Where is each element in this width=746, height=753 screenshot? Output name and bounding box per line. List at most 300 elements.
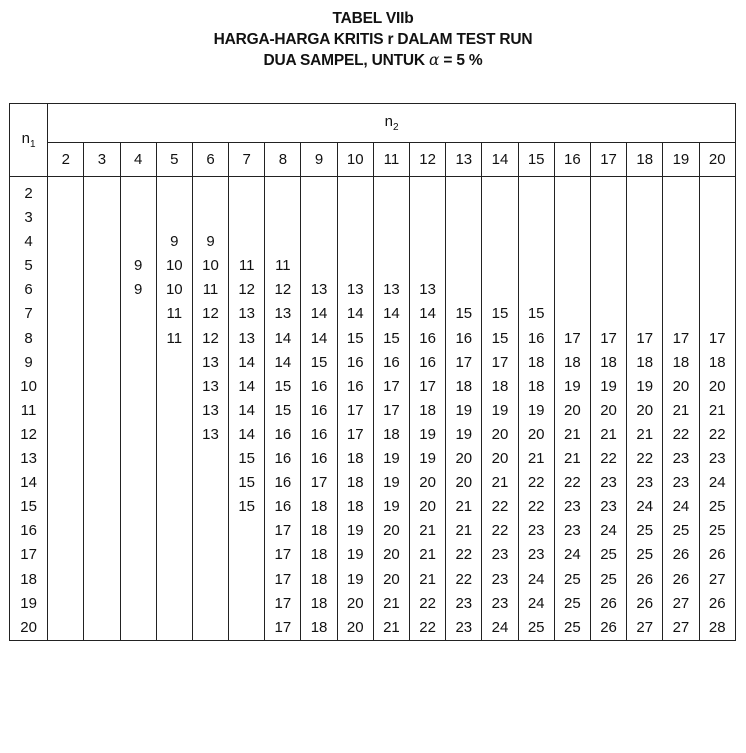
table-cell: 14 bbox=[265, 351, 301, 375]
table-cell bbox=[192, 568, 228, 592]
table-cell bbox=[192, 206, 228, 230]
table-cell bbox=[48, 278, 84, 302]
table-cell bbox=[48, 616, 84, 641]
table-cell: 18 bbox=[337, 471, 373, 495]
table-cell bbox=[84, 471, 120, 495]
table-cell: 26 bbox=[590, 616, 626, 641]
table-cell: 9 bbox=[192, 230, 228, 254]
table-cell: 21 bbox=[663, 399, 699, 423]
table-cell bbox=[410, 230, 446, 254]
table-cell bbox=[265, 177, 301, 207]
table-cell bbox=[446, 177, 482, 207]
table-cell bbox=[446, 278, 482, 302]
table-cell: 16 bbox=[410, 351, 446, 375]
table-cell: 24 bbox=[590, 519, 626, 543]
table-cell bbox=[627, 177, 663, 207]
table-cell: 18 bbox=[482, 375, 518, 399]
table-cell: 15 bbox=[446, 302, 482, 326]
table-cell bbox=[120, 327, 156, 351]
table-cell: 13 bbox=[192, 399, 228, 423]
table-cell bbox=[699, 302, 735, 326]
table-cell: 24 bbox=[518, 568, 554, 592]
table-cell bbox=[373, 177, 409, 207]
table-cell bbox=[627, 230, 663, 254]
table-cell bbox=[120, 592, 156, 616]
table-cell bbox=[192, 471, 228, 495]
table-cell: 21 bbox=[518, 447, 554, 471]
table-cell bbox=[84, 543, 120, 567]
table-cell: 23 bbox=[482, 568, 518, 592]
table-cell bbox=[554, 254, 590, 278]
table-cell bbox=[48, 568, 84, 592]
table-cell bbox=[84, 592, 120, 616]
table-cell bbox=[590, 278, 626, 302]
table-cell: 17 bbox=[699, 327, 735, 351]
table-cell: 22 bbox=[482, 495, 518, 519]
table-cell: 21 bbox=[627, 423, 663, 447]
table-cell: 22 bbox=[554, 471, 590, 495]
table-cell bbox=[48, 254, 84, 278]
table-cell bbox=[48, 399, 84, 423]
table-cell: 22 bbox=[410, 592, 446, 616]
table-cell: 18 bbox=[301, 543, 337, 567]
table-cell: 19 bbox=[337, 568, 373, 592]
row-label: 2 bbox=[10, 177, 48, 207]
table-cell: 22 bbox=[663, 423, 699, 447]
table-cell: 10 bbox=[192, 254, 228, 278]
table-cell bbox=[156, 447, 192, 471]
table-cell bbox=[192, 616, 228, 641]
row-label: 12 bbox=[10, 423, 48, 447]
table-cell: 16 bbox=[410, 327, 446, 351]
table-cell bbox=[120, 471, 156, 495]
table-cell: 21 bbox=[699, 399, 735, 423]
table-cell bbox=[229, 206, 265, 230]
table-cell: 21 bbox=[446, 519, 482, 543]
column-header: 13 bbox=[446, 143, 482, 177]
column-header: 19 bbox=[663, 143, 699, 177]
table-cell bbox=[120, 206, 156, 230]
table-cell: 20 bbox=[699, 375, 735, 399]
table-cell: 19 bbox=[590, 375, 626, 399]
table-cell: 20 bbox=[373, 543, 409, 567]
table-cell bbox=[48, 230, 84, 254]
table-cell bbox=[518, 206, 554, 230]
table-cell bbox=[482, 230, 518, 254]
table-cell: 20 bbox=[337, 616, 373, 641]
table-cell bbox=[482, 177, 518, 207]
table-row bbox=[10, 592, 736, 616]
row-label: 5 bbox=[10, 254, 48, 278]
table-cell: 26 bbox=[627, 592, 663, 616]
table-cell: 22 bbox=[410, 616, 446, 641]
table-cell: 13 bbox=[301, 278, 337, 302]
column-header: 7 bbox=[229, 143, 265, 177]
table-cell: 17 bbox=[446, 351, 482, 375]
table-cell: 22 bbox=[699, 423, 735, 447]
table-cell: 15 bbox=[229, 471, 265, 495]
table-cell bbox=[482, 278, 518, 302]
table-cell bbox=[337, 177, 373, 207]
column-header: 12 bbox=[410, 143, 446, 177]
table-cell bbox=[120, 177, 156, 207]
table-cell bbox=[48, 206, 84, 230]
table-cell bbox=[229, 616, 265, 641]
table-cell bbox=[554, 302, 590, 326]
table-cell: 27 bbox=[663, 616, 699, 641]
table-cell bbox=[229, 177, 265, 207]
table-cell: 28 bbox=[699, 616, 735, 641]
row-variable-header: $n_1$ bbox=[10, 104, 48, 177]
table-cell: 19 bbox=[627, 375, 663, 399]
table-cell: 17 bbox=[410, 375, 446, 399]
table-cell: 14 bbox=[229, 351, 265, 375]
table-cell: 22 bbox=[446, 568, 482, 592]
table-cell: 17 bbox=[373, 399, 409, 423]
table-row bbox=[10, 423, 736, 447]
table-cell bbox=[156, 543, 192, 567]
table-cell: 17 bbox=[554, 327, 590, 351]
table-cell bbox=[120, 423, 156, 447]
table-row bbox=[10, 399, 736, 423]
table-title: HARGA-HARGA KRITIS r DALAM TEST RUN bbox=[213, 31, 533, 48]
table-subtitle bbox=[0, 50, 746, 71]
table-cell: 10 bbox=[156, 254, 192, 278]
critical-values-table bbox=[9, 103, 736, 641]
table-cell: 13 bbox=[373, 278, 409, 302]
table-cell: 26 bbox=[627, 568, 663, 592]
table-cell: 20 bbox=[482, 447, 518, 471]
table-cell: 16 bbox=[265, 495, 301, 519]
table-cell: 14 bbox=[229, 375, 265, 399]
table-cell bbox=[554, 278, 590, 302]
table-cell: 25 bbox=[590, 568, 626, 592]
table-cell: 16 bbox=[446, 327, 482, 351]
table-cell: 21 bbox=[373, 616, 409, 641]
table-cell: 15 bbox=[518, 302, 554, 326]
column-header: 20 bbox=[699, 143, 735, 177]
table-cell bbox=[48, 351, 84, 375]
table-cell bbox=[120, 302, 156, 326]
table-cell bbox=[590, 254, 626, 278]
table-cell: 24 bbox=[663, 495, 699, 519]
table-cell: 25 bbox=[663, 519, 699, 543]
table-cell: 17 bbox=[482, 351, 518, 375]
table-cell bbox=[120, 230, 156, 254]
table-cell bbox=[229, 230, 265, 254]
table-cell bbox=[84, 375, 120, 399]
table-cell: 19 bbox=[373, 495, 409, 519]
table-cell bbox=[156, 206, 192, 230]
table-cell: 23 bbox=[590, 495, 626, 519]
table-cell bbox=[156, 375, 192, 399]
table-cell: 24 bbox=[482, 616, 518, 641]
table-cell: 21 bbox=[590, 423, 626, 447]
table-cell: 20 bbox=[663, 375, 699, 399]
table-cell: 17 bbox=[337, 423, 373, 447]
table-cell bbox=[84, 399, 120, 423]
table-cell bbox=[84, 206, 120, 230]
table-row bbox=[10, 351, 736, 375]
column-header: 16 bbox=[554, 143, 590, 177]
table-cell: 11 bbox=[156, 327, 192, 351]
table-cell: 13 bbox=[192, 423, 228, 447]
table-cell bbox=[120, 568, 156, 592]
column-header: 9 bbox=[301, 143, 337, 177]
column-header: 8 bbox=[265, 143, 301, 177]
table-cell: 11 bbox=[229, 254, 265, 278]
table-cell: 19 bbox=[518, 399, 554, 423]
table-cell: 9 bbox=[120, 254, 156, 278]
table-cell: 19 bbox=[554, 375, 590, 399]
table-cell bbox=[84, 568, 120, 592]
table-cell: 14 bbox=[301, 327, 337, 351]
table-cell bbox=[627, 254, 663, 278]
table-cell: 16 bbox=[373, 351, 409, 375]
table-cell bbox=[156, 616, 192, 641]
table-cell: 9 bbox=[120, 278, 156, 302]
column-header: 11 bbox=[373, 143, 409, 177]
table-row bbox=[10, 254, 736, 278]
table-cell bbox=[84, 254, 120, 278]
table-cell: 26 bbox=[699, 592, 735, 616]
table-cell: 20 bbox=[373, 519, 409, 543]
table-cell: 17 bbox=[663, 327, 699, 351]
table-cell: 18 bbox=[590, 351, 626, 375]
table-cell bbox=[84, 447, 120, 471]
table-cell: 23 bbox=[590, 471, 626, 495]
table-cell: 26 bbox=[699, 543, 735, 567]
table-cell: 18 bbox=[663, 351, 699, 375]
table-cell: 17 bbox=[337, 399, 373, 423]
table-cell: 18 bbox=[410, 399, 446, 423]
table-cell: 15 bbox=[229, 447, 265, 471]
table-cell bbox=[192, 177, 228, 207]
table-cell: 20 bbox=[337, 592, 373, 616]
table-cell: 14 bbox=[337, 302, 373, 326]
table-cell bbox=[84, 519, 120, 543]
table-cell: 15 bbox=[373, 327, 409, 351]
table-cell: 25 bbox=[554, 592, 590, 616]
table-cell bbox=[699, 177, 735, 207]
table-cell: 16 bbox=[265, 447, 301, 471]
table-cell bbox=[337, 230, 373, 254]
column-variable-header: $n_2$ bbox=[48, 104, 736, 143]
table-cell: 19 bbox=[410, 447, 446, 471]
table-cell: 19 bbox=[446, 399, 482, 423]
table-cell: 24 bbox=[699, 471, 735, 495]
table-cell: 18 bbox=[518, 375, 554, 399]
table-cell bbox=[301, 206, 337, 230]
table-cell: 20 bbox=[373, 568, 409, 592]
table-cell bbox=[265, 230, 301, 254]
table-cell bbox=[156, 495, 192, 519]
table-cell bbox=[84, 616, 120, 641]
table-cell bbox=[48, 519, 84, 543]
column-header: 4 bbox=[120, 143, 156, 177]
table-cell bbox=[699, 278, 735, 302]
table-cell bbox=[627, 302, 663, 326]
table-cell bbox=[120, 616, 156, 641]
table-cell: 21 bbox=[554, 423, 590, 447]
table-cell: 23 bbox=[518, 543, 554, 567]
table-cell: 23 bbox=[446, 616, 482, 641]
table-cell bbox=[554, 177, 590, 207]
table-cell: 18 bbox=[446, 375, 482, 399]
table-cell: 19 bbox=[446, 423, 482, 447]
table-cell bbox=[229, 568, 265, 592]
table-cell: 21 bbox=[410, 568, 446, 592]
table-cell bbox=[482, 206, 518, 230]
table-cell: 12 bbox=[229, 278, 265, 302]
table-cell: 23 bbox=[446, 592, 482, 616]
table-cell bbox=[48, 302, 84, 326]
table-cell: 20 bbox=[482, 423, 518, 447]
table-cell bbox=[84, 177, 120, 207]
table-cell: 19 bbox=[373, 471, 409, 495]
table-cell: 18 bbox=[301, 519, 337, 543]
table-cell: 14 bbox=[301, 302, 337, 326]
table-cell bbox=[84, 495, 120, 519]
table-row bbox=[10, 327, 736, 351]
table-cell: 23 bbox=[663, 447, 699, 471]
table-cell: 25 bbox=[627, 519, 663, 543]
table-cell: 25 bbox=[518, 616, 554, 641]
table-cell bbox=[48, 327, 84, 351]
row-label: 13 bbox=[10, 447, 48, 471]
table-cell: 14 bbox=[229, 423, 265, 447]
column-header: 3 bbox=[84, 143, 120, 177]
table-cell bbox=[192, 495, 228, 519]
table-cell: 16 bbox=[337, 351, 373, 375]
table-cell: 18 bbox=[554, 351, 590, 375]
table-cell: 20 bbox=[446, 447, 482, 471]
row-label: 8 bbox=[10, 327, 48, 351]
table-cell bbox=[373, 254, 409, 278]
table-row bbox=[10, 519, 736, 543]
table-cell: 18 bbox=[301, 568, 337, 592]
table-cell: 20 bbox=[446, 471, 482, 495]
table-cell: 10 bbox=[156, 278, 192, 302]
table-cell bbox=[156, 177, 192, 207]
table-cell bbox=[120, 399, 156, 423]
row-label: 10 bbox=[10, 375, 48, 399]
table-cell: 18 bbox=[301, 592, 337, 616]
table-cell bbox=[48, 423, 84, 447]
table-cell: 19 bbox=[373, 447, 409, 471]
table-cell: 25 bbox=[554, 568, 590, 592]
table-cell: 25 bbox=[627, 543, 663, 567]
table-row bbox=[10, 206, 736, 230]
table-cell: 11 bbox=[192, 278, 228, 302]
table-row bbox=[10, 471, 736, 495]
table-cell: 17 bbox=[265, 568, 301, 592]
table-cell: 17 bbox=[265, 592, 301, 616]
table-cell: 21 bbox=[554, 447, 590, 471]
table-cell: 23 bbox=[627, 471, 663, 495]
table-cell bbox=[229, 543, 265, 567]
table-cell: 24 bbox=[554, 543, 590, 567]
table-cell bbox=[446, 230, 482, 254]
table-cell bbox=[156, 519, 192, 543]
table-row bbox=[10, 230, 736, 254]
table-cell: 13 bbox=[229, 327, 265, 351]
table-cell: 15 bbox=[482, 302, 518, 326]
table-cell bbox=[446, 254, 482, 278]
row-label: 3 bbox=[10, 206, 48, 230]
table-cell: 18 bbox=[699, 351, 735, 375]
table-row bbox=[10, 177, 736, 207]
table-cell bbox=[518, 177, 554, 207]
table-cell bbox=[84, 351, 120, 375]
table-cell bbox=[84, 423, 120, 447]
column-header: 10 bbox=[337, 143, 373, 177]
table-cell bbox=[373, 206, 409, 230]
table-cell: 17 bbox=[627, 327, 663, 351]
column-header: 5 bbox=[156, 143, 192, 177]
table-cell: 21 bbox=[482, 471, 518, 495]
table-cell: 13 bbox=[265, 302, 301, 326]
table-row bbox=[10, 616, 736, 641]
table-cell: 16 bbox=[518, 327, 554, 351]
table-cell: 20 bbox=[410, 471, 446, 495]
table-cell: 20 bbox=[590, 399, 626, 423]
table-cell bbox=[48, 592, 84, 616]
table-cell bbox=[48, 447, 84, 471]
table-cell: 16 bbox=[265, 423, 301, 447]
table-cell: 24 bbox=[518, 592, 554, 616]
table-cell bbox=[373, 230, 409, 254]
table-cell: 18 bbox=[337, 495, 373, 519]
table-cell: 17 bbox=[265, 616, 301, 641]
table-cell bbox=[120, 351, 156, 375]
table-cell: 13 bbox=[192, 375, 228, 399]
table-cell: 23 bbox=[518, 519, 554, 543]
table-cell bbox=[663, 302, 699, 326]
table-cell bbox=[482, 254, 518, 278]
table-cell bbox=[156, 399, 192, 423]
table-cell bbox=[518, 254, 554, 278]
table-cell bbox=[627, 278, 663, 302]
table-cell: 17 bbox=[590, 327, 626, 351]
table-cell: 26 bbox=[663, 543, 699, 567]
table-cell: 21 bbox=[373, 592, 409, 616]
table-cell: 13 bbox=[410, 278, 446, 302]
table-cell: 14 bbox=[229, 399, 265, 423]
table-row bbox=[10, 375, 736, 399]
table-cell: 18 bbox=[627, 351, 663, 375]
table-cell bbox=[120, 495, 156, 519]
table-cell: 18 bbox=[337, 447, 373, 471]
row-label: 15 bbox=[10, 495, 48, 519]
table-cell bbox=[663, 278, 699, 302]
table-cell bbox=[265, 206, 301, 230]
column-header: 14 bbox=[482, 143, 518, 177]
table-row bbox=[10, 278, 736, 302]
table-row bbox=[10, 543, 736, 567]
column-header-row bbox=[10, 143, 736, 177]
table-cell bbox=[410, 206, 446, 230]
table-cell: 15 bbox=[265, 399, 301, 423]
table-body bbox=[10, 177, 736, 641]
table-cell bbox=[590, 206, 626, 230]
table-cell bbox=[192, 543, 228, 567]
table-cell: 18 bbox=[518, 351, 554, 375]
table-cell: 16 bbox=[301, 375, 337, 399]
table-cell bbox=[301, 254, 337, 278]
table-cell: 19 bbox=[337, 519, 373, 543]
table-cell: 15 bbox=[301, 351, 337, 375]
